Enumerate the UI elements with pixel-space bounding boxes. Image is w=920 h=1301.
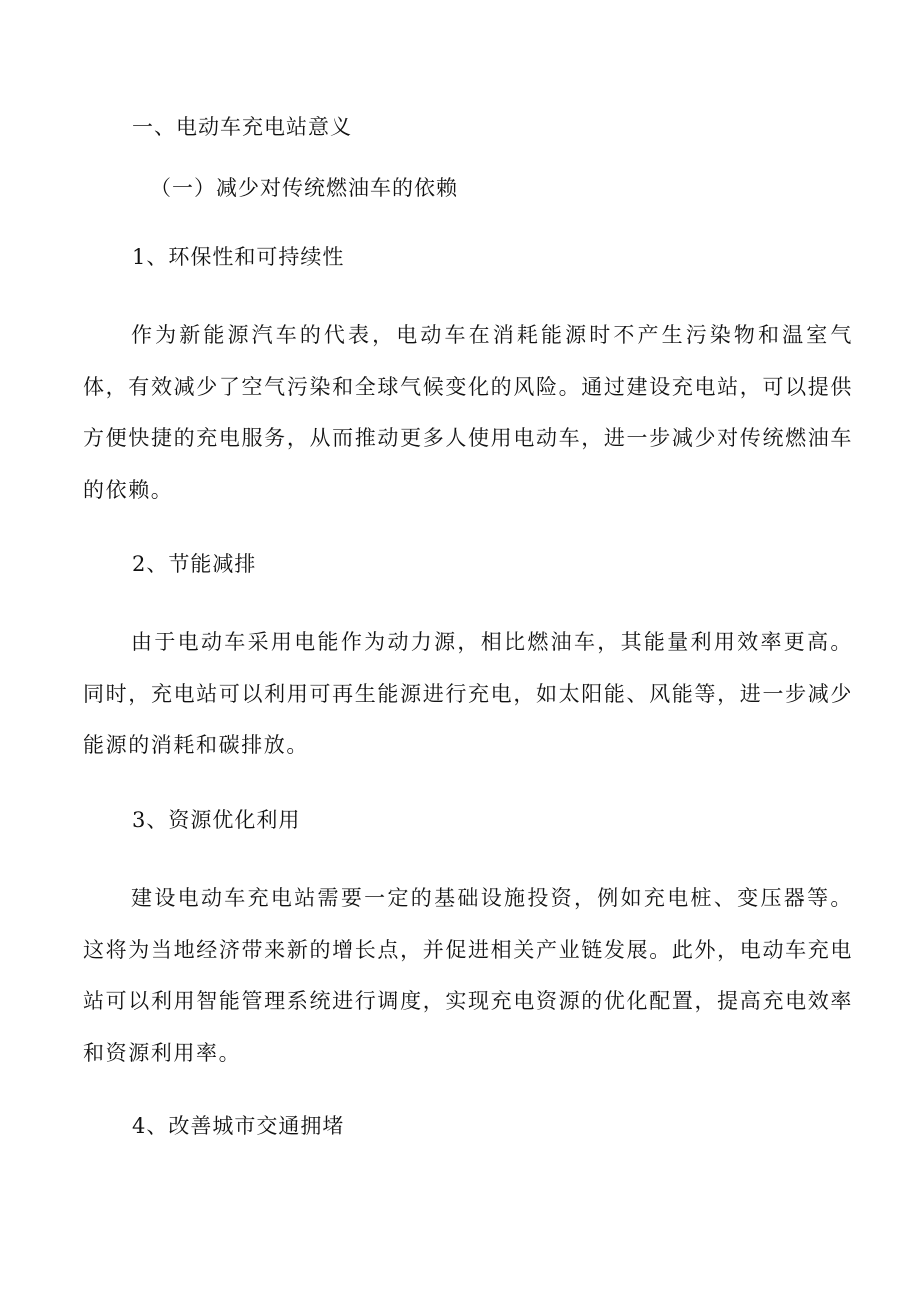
subsection-heading-4: 4、改善城市交通拥堵 bbox=[132, 1114, 345, 1138]
paragraph-3: 建设电动车充电站需要一定的基础设施投资，例如充电桩、变压器等。这将为当地经济带来新的增长点，并促进相关产业链发展。此外，电动车充电站可以利用智能管理系统进行调度，实现充电资源的优化配置，提高充电效率和资源利用率。 bbox=[83, 886, 853, 1065]
paragraph-2: 由于电动车采用电能作为动力源，相比燃油车，其能量利用效率更高。同时，充电站可以利用可再生能源进行充电，如太阳能、风能等，进一步减少能源的消耗和碳排放。 bbox=[83, 630, 853, 757]
subsection-heading-1: 1、环保性和可持续性 bbox=[132, 245, 345, 269]
subsection-heading-2: 2、节能减排 bbox=[132, 552, 257, 576]
paragraph-1: 作为新能源汽车的代表，电动车在消耗能源时不产生污染物和温室气体，有效减少了空气污染和全球气候变化的风险。通过建设充电站，可以提供方便快捷的充电服务，从而推动更多人使用电动车，进一步减少对传统燃油车的依赖。 bbox=[83, 323, 853, 502]
section-heading: （一）减少对传统燃油车的依赖 bbox=[150, 176, 458, 200]
subsection-heading-3: 3、资源优化利用 bbox=[132, 808, 301, 832]
chapter-heading: 一、电动车充电站意义 bbox=[132, 115, 352, 139]
